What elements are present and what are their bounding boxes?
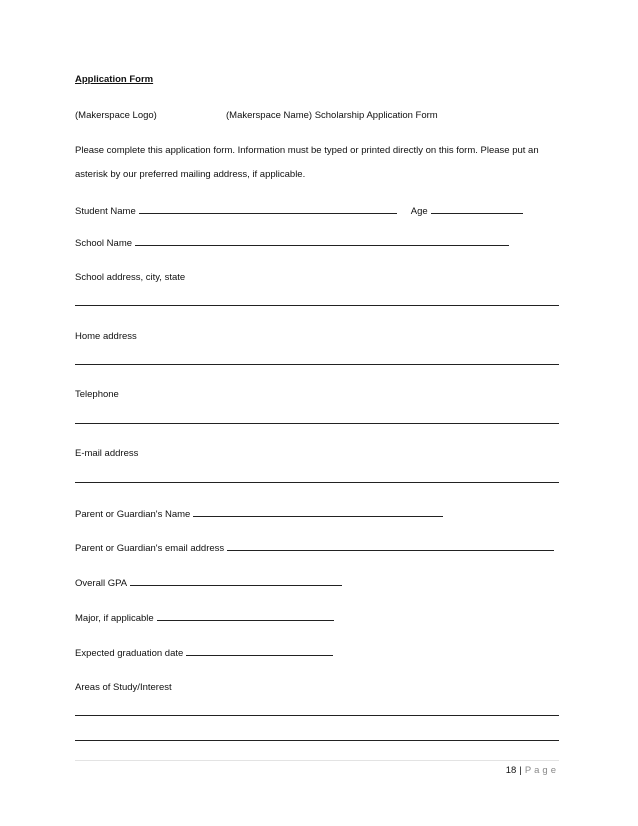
- form-title: Application Form: [75, 74, 154, 85]
- areas-field-line-1[interactable]: [75, 715, 559, 716]
- form-name: (Makerspace Name) Scholarship Application Form: [226, 110, 438, 121]
- gpa-field[interactable]: [130, 577, 342, 586]
- school-name-field[interactable]: [135, 237, 509, 246]
- footer-separator: |: [519, 765, 522, 776]
- graduation-label: Expected graduation date: [75, 648, 184, 659]
- home-address-label: Home address: [75, 331, 137, 342]
- page-number: 18: [505, 765, 517, 776]
- gpa-label: Overall GPA: [75, 578, 128, 589]
- guardian-name-field[interactable]: [193, 508, 443, 517]
- email-label: E-mail address: [75, 448, 139, 459]
- guardian-email-label: Parent or Guardian's email address: [75, 543, 225, 554]
- page-word: Page: [524, 765, 559, 776]
- form-header-row: [75, 110, 438, 122]
- guardian-name-row: [75, 508, 443, 521]
- major-label: Major, if applicable: [75, 613, 154, 624]
- school-address-field[interactable]: [75, 305, 559, 306]
- graduation-field[interactable]: [186, 647, 333, 656]
- telephone-field[interactable]: [75, 423, 559, 424]
- student-name-field[interactable]: [139, 205, 397, 214]
- logo-placeholder: (Makerspace Logo): [75, 110, 157, 121]
- major-row: [75, 612, 334, 625]
- school-name-label: School Name: [75, 238, 133, 249]
- gpa-row: [75, 577, 342, 590]
- age-field[interactable]: [431, 205, 523, 214]
- graduation-row: [75, 647, 333, 660]
- student-name-label: Student Name: [75, 206, 136, 217]
- age-label: Age: [410, 206, 428, 217]
- areas-field-line-2[interactable]: [75, 740, 559, 741]
- telephone-label: Telephone: [75, 389, 119, 400]
- instructions-line-1: Please complete this application form. Information must be typed or printed directly on this form. Please put an: [75, 145, 539, 156]
- guardian-name-label: Parent or Guardian's Name: [75, 509, 191, 520]
- major-field[interactable]: [157, 612, 334, 621]
- guardian-email-field[interactable]: [227, 542, 554, 551]
- student-name-row: [75, 205, 523, 218]
- guardian-email-row: [75, 542, 554, 555]
- school-name-row: [75, 237, 509, 250]
- instructions-line-2: asterisk by our preferred mailing address, if applicable.: [75, 169, 306, 180]
- page-footer: [506, 765, 559, 776]
- school-address-label: School address, city, state: [75, 272, 186, 283]
- footer-rule: [75, 760, 559, 761]
- areas-label: Areas of Study/Interest: [75, 682, 172, 693]
- email-field[interactable]: [75, 482, 559, 483]
- home-address-field[interactable]: [75, 364, 559, 365]
